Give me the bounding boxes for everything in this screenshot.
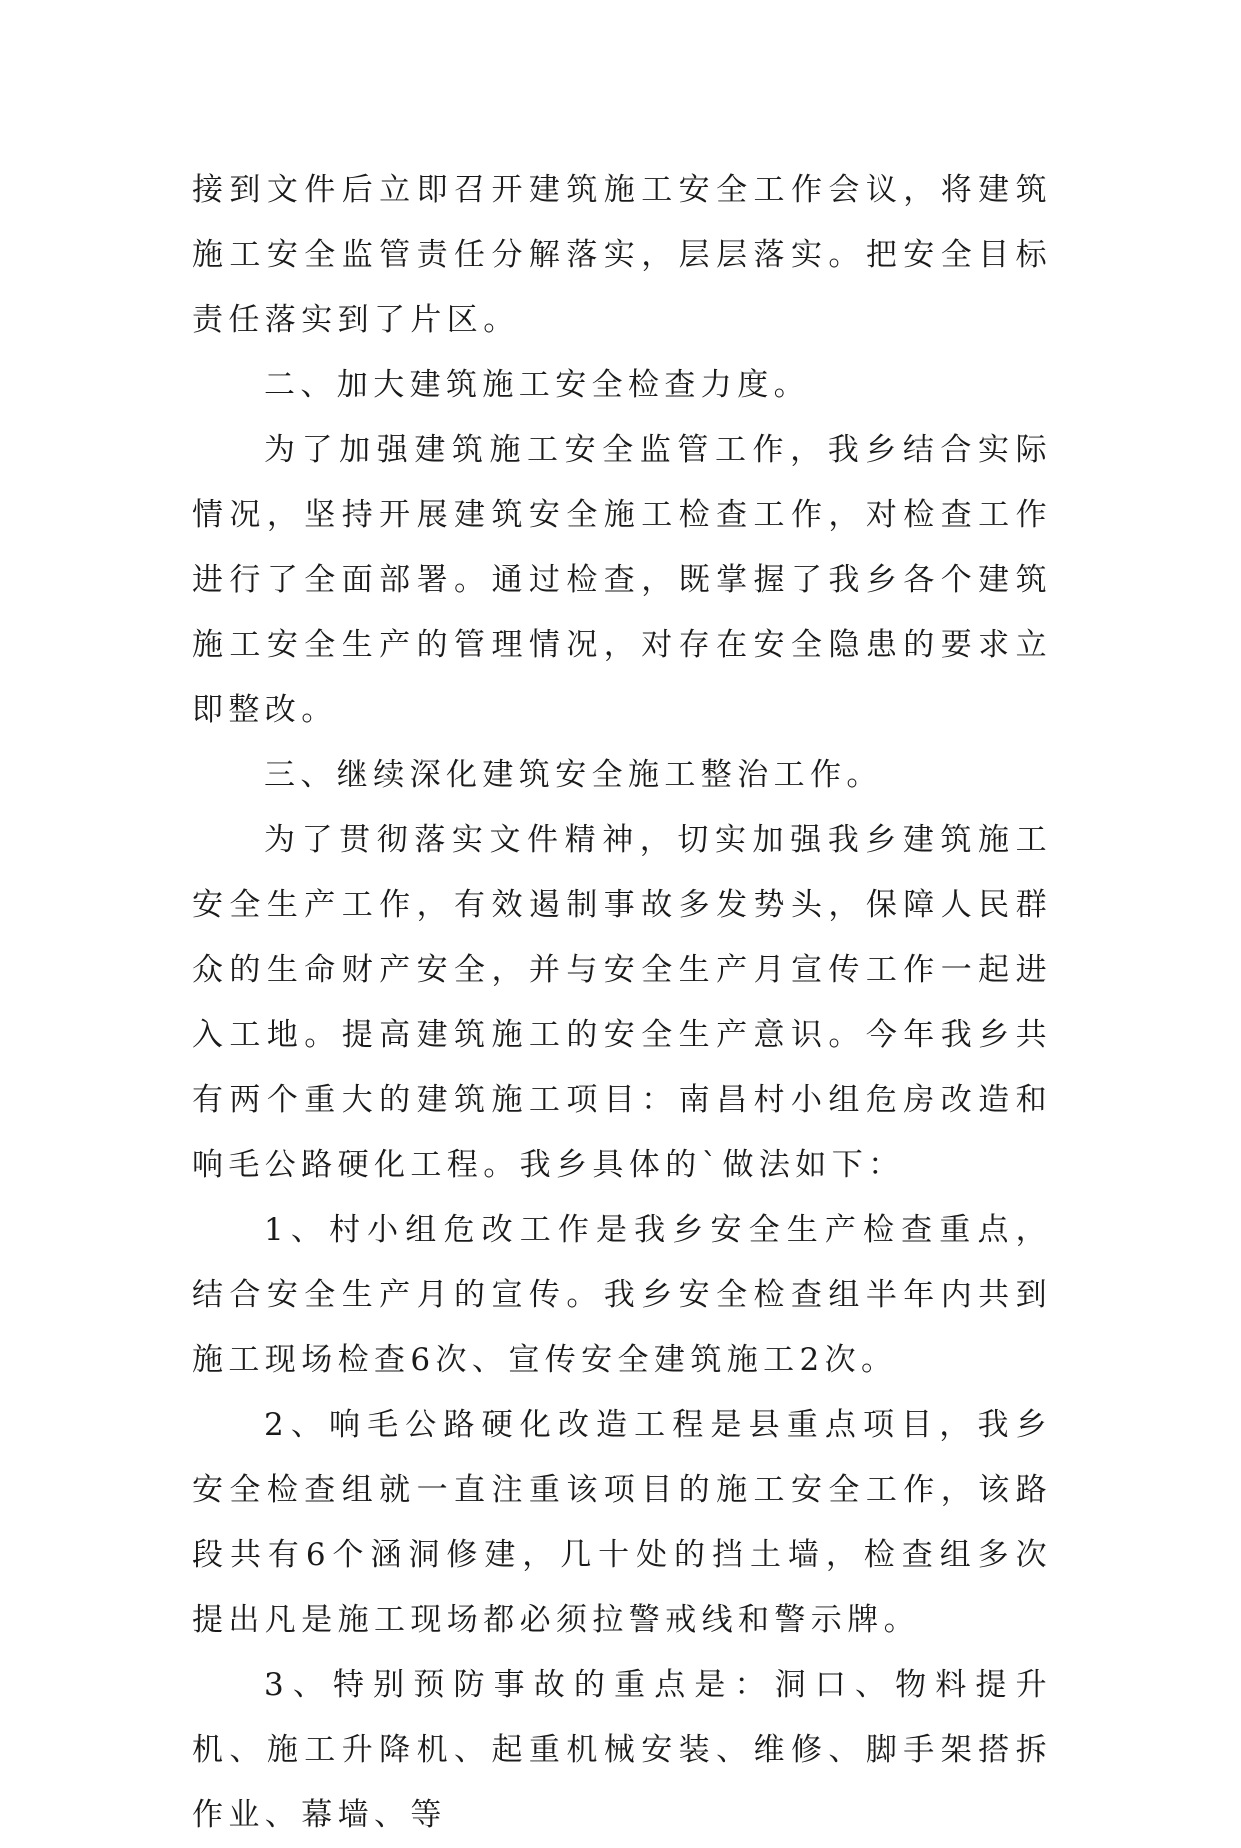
paragraph-intro: 接到文件后立即召开建筑施工安全工作会议，将建筑施工安全监管责任分解落实，层层落实。把安全目标责任落实到了片区。: [192, 172, 1052, 338]
list-item-2: 2、响毛公路硬化改造工程是县重点项目，我乡安全检查组就一直注重该项目的施工安全工作，该路段共有6个涵洞修建，几十处的挡土墙，检查组多次提出凡是施工现场都必须拉警戒线和警示牌。: [192, 1407, 1052, 1638]
document-body: [192, 158, 1052, 1848]
list-item-1: 1、村小组危改工作是我乡安全生产检查重点，结合安全生产月的宣传。我乡安全检查组半年内共到施工现场检查6次、宣传安全建筑施工2次。: [192, 1212, 1052, 1378]
paragraph-rectification: 为了贯彻落实文件精神，切实加强我乡建筑施工安全生产工作，有效遏制事故多发势头，保障人民群众的生命财产安全，并与安全生产月宣传工作一起进入工地。提高建筑施工的安全生产意识。今年我乡共有两个重大的建筑施工项目：南昌村小组危房改造和响毛公路硬化工程。我乡具体的`做法如下：: [192, 822, 1052, 1183]
paragraph-inspection: 为了加强建筑施工安全监管工作，我乡结合实际情况，坚持开展建筑安全施工检查工作，对检查工作进行了全面部署。通过检查，既掌握了我乡各个建筑施工安全生产的管理情况，对存在安全隐患的要求立即整改。: [192, 432, 1052, 728]
list-item-3: 3、特别预防事故的重点是：洞口、物料提升机、施工升降机、起重机械安装、维修、脚手架搭拆作业、幕墙、等: [192, 1667, 1052, 1833]
section-heading-2: 二、加大建筑施工安全检查力度。: [264, 367, 810, 403]
section-heading-3: 三、继续深化建筑安全施工整治工作。: [264, 757, 883, 793]
